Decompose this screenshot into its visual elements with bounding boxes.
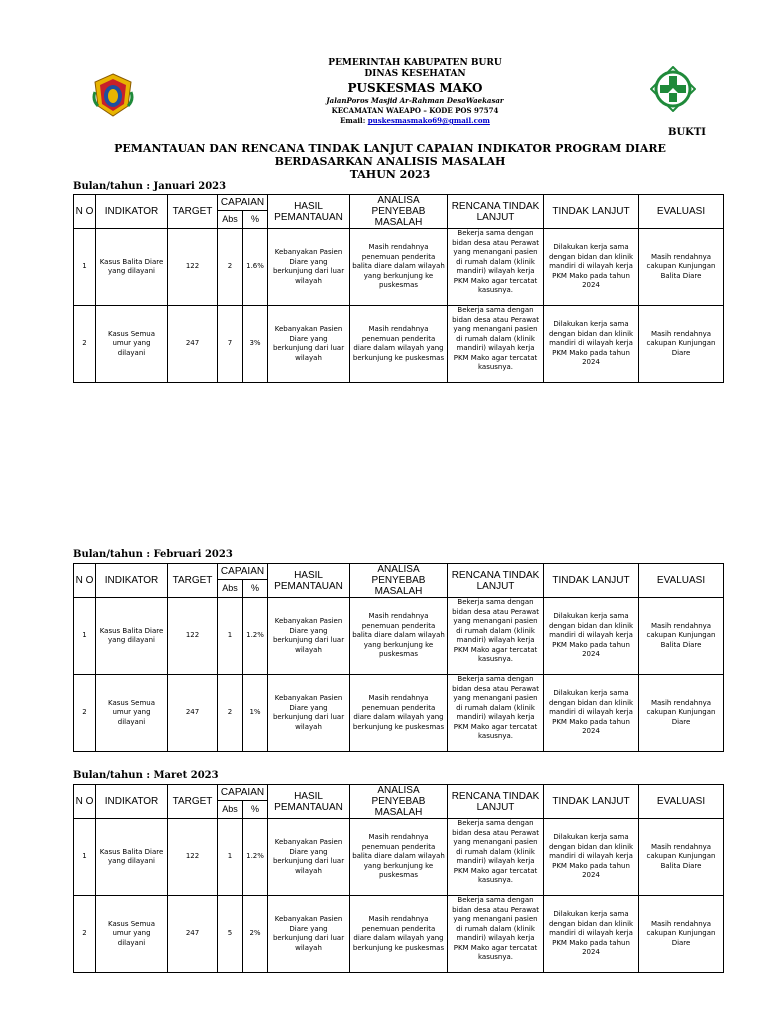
cell-tindak: Dilakukan kerja sama dengan bidan dan klinik mandiri di wilayah kerja PKM Mako pada tahun 2024: [544, 819, 639, 896]
letterhead: [0, 0, 768, 140]
col-header-indikator: INDIKATOR: [96, 785, 168, 819]
cell-hasil: Kebanyakan Pasien Diare yang berkunjung dari luar wilayah: [268, 819, 350, 896]
cell-abs: 2: [218, 675, 243, 752]
cell-rencana: Bekerja sama dengan bidan desa atau Perawat yang menangani pasien di rumah dalam (klinik mandiri) wilayah kerja PKM Mako agar tercatat kasusnya.: [448, 598, 544, 675]
cell-abs: 1: [218, 598, 243, 675]
col-header-indikator: INDIKATOR: [96, 195, 168, 229]
cell-pct: 1.6%: [243, 229, 268, 306]
cell-rencana: Bekerja sama dengan bidan desa atau Perawat yang menangani pasien di rumah dalam (klinik mandiri) wilayah kerja PKM Mako agar tercatat kasusnya.: [448, 306, 544, 383]
title-line-2: BERDASARKAN ANALISIS MASALAH: [274, 155, 506, 168]
document-title: [100, 142, 680, 181]
col-header-analisa: ANALISA PENYEBAB MASALAH: [350, 564, 448, 598]
report-table: [73, 194, 724, 383]
table-row: [74, 598, 724, 675]
letterhead-text: [290, 58, 540, 126]
cell-pct: 2%: [243, 896, 268, 973]
col-header-hasil: HASIL PEMANTAUAN: [268, 564, 350, 598]
cell-abs: 5: [218, 896, 243, 973]
cell-indikator: Kasus Balita Diare yang dilayani: [96, 598, 168, 675]
col-header-pct: %: [243, 211, 268, 229]
col-header-no: N O: [74, 195, 96, 229]
cell-evaluasi: Masih rendahnya cakupan Kunjungan Diare: [639, 306, 724, 383]
cell-analisa: Masih rendahnya penemuan penderita balita diare dalam wilayah yang berkunjung ke puskesmas: [350, 598, 448, 675]
cell-pct: 3%: [243, 306, 268, 383]
col-header-hasil: HASIL PEMANTAUAN: [268, 785, 350, 819]
header-line-1: PEMERINTAH KABUPATEN BURU: [328, 58, 502, 68]
health-cross-icon: [650, 66, 696, 112]
cell-indikator: Kasus Balita Diare yang dilayani: [96, 819, 168, 896]
col-header-hasil: HASIL PEMANTAUAN: [268, 195, 350, 229]
cell-analisa: Masih rendahnya penemuan penderita balita diare dalam wilayah yang berkunjung ke puskesmas: [350, 229, 448, 306]
cell-pct: 1%: [243, 675, 268, 752]
cell-target: 122: [168, 598, 218, 675]
cell-no: 2: [74, 675, 96, 752]
cell-target: 247: [168, 306, 218, 383]
cell-no: 2: [74, 896, 96, 973]
col-header-evaluasi: EVALUASI: [639, 195, 724, 229]
col-header-capaian: CAPAIAN: [218, 785, 268, 801]
cell-evaluasi: Masih rendahnya cakupan Kunjungan Diare: [639, 896, 724, 973]
regency-crest-icon: [92, 72, 134, 118]
cell-tindak: Dilakukan kerja sama dengan bidan dan klinik mandiri di wilayah kerja PKM Mako pada tahun 2024: [544, 675, 639, 752]
col-header-rencana: RENCANA TINDAK LANJUT: [448, 195, 544, 229]
col-header-tindak-lanjut: TINDAK LANJUT: [544, 785, 639, 819]
col-header-indikator: INDIKATOR: [96, 564, 168, 598]
cell-no: 1: [74, 229, 96, 306]
table-row: [74, 229, 724, 306]
cell-target: 122: [168, 819, 218, 896]
cell-indikator: Kasus Semua umur yang dilayani: [96, 896, 168, 973]
cell-target: 247: [168, 675, 218, 752]
section-label: Bulan/tahun : Januari 2023: [73, 181, 227, 192]
col-header-target: TARGET: [168, 195, 218, 229]
report-table: [73, 563, 724, 752]
title-line-3: TAHUN 2023: [349, 168, 431, 181]
col-header-abs: Abs: [218, 580, 243, 598]
cell-no: 2: [74, 306, 96, 383]
col-header-pct: %: [243, 801, 268, 819]
cell-hasil: Kebanyakan Pasien Diare yang berkunjung dari luar wilayah: [268, 598, 350, 675]
cell-analisa: Masih rendahnya penemuan penderita diare dalam wilayah yang berkunjung ke puskesmas: [350, 306, 448, 383]
cell-evaluasi: Masih rendahnya cakupan Kunjungan Balita Diare: [639, 229, 724, 306]
bukti-label: BUKTI: [668, 127, 706, 138]
header-email: [290, 116, 540, 126]
col-header-target: TARGET: [168, 564, 218, 598]
cell-hasil: Kebanyakan Pasien Diare yang berkunjung dari luar wilayah: [268, 229, 350, 306]
col-header-rencana: RENCANA TINDAK LANJUT: [448, 564, 544, 598]
cell-analisa: Masih rendahnya penemuan penderita diare dalam wilayah yang berkunjung ke puskesmas: [350, 896, 448, 973]
table-row: [74, 675, 724, 752]
cell-no: 1: [74, 819, 96, 896]
cell-evaluasi: Masih rendahnya cakupan Kunjungan Balita Diare: [639, 819, 724, 896]
cell-tindak: Dilakukan kerja sama dengan bidan dan klinik mandiri di wilayah kerja PKM Mako pada tahun 2024: [544, 306, 639, 383]
col-header-capaian: CAPAIAN: [218, 195, 268, 211]
cell-rencana: Bekerja sama dengan bidan desa atau Perawat yang menangani pasien di rumah dalam (klinik mandiri) wilayah kerja PKM Mako agar tercatat kasusnya.: [448, 675, 544, 752]
header-line-3: PUSKESMAS MAKO: [347, 81, 483, 95]
header-district: KECAMATAN WAEAPO – KODE POS 97574: [331, 106, 499, 115]
email-link[interactable]: puskesmasmako69@gmail.com: [367, 116, 490, 125]
cell-no: 1: [74, 598, 96, 675]
col-header-analisa: ANALISA PENYEBAB MASALAH: [350, 785, 448, 819]
table-row: [74, 306, 724, 383]
cell-target: 247: [168, 896, 218, 973]
email-label: Email:: [340, 116, 366, 125]
cell-rencana: Bekerja sama dengan bidan desa atau Perawat yang menangani pasien di rumah dalam (klinik mandiri) wilayah kerja PKM Mako agar tercatat kasusnya.: [448, 819, 544, 896]
cell-indikator: Kasus Semua umur yang dilayani: [96, 306, 168, 383]
cell-analisa: Masih rendahnya penemuan penderita diare dalam wilayah yang berkunjung ke puskesmas: [350, 675, 448, 752]
cell-abs: 1: [218, 819, 243, 896]
cell-indikator: Kasus Balita Diare yang dilayani: [96, 229, 168, 306]
cell-abs: 7: [218, 306, 243, 383]
cell-evaluasi: Masih rendahnya cakupan Kunjungan Diare: [639, 675, 724, 752]
section-label: Bulan/tahun : Februari 2023: [73, 549, 233, 560]
cell-tindak: Dilakukan kerja sama dengan bidan dan klinik mandiri di wilayah kerja PKM Mako pada tahun 2024: [544, 896, 639, 973]
cell-abs: 2: [218, 229, 243, 306]
col-header-analisa: ANALISA PENYEBAB MASALAH: [350, 195, 448, 229]
col-header-target: TARGET: [168, 785, 218, 819]
cell-rencana: Bekerja sama dengan bidan desa atau Perawat yang menangani pasien di rumah dalam (klinik mandiri) wilayah kerja PKM Mako agar tercatat kasusnya.: [448, 229, 544, 306]
title-line-1: PEMANTAUAN DAN RENCANA TINDAK LANJUT CAPAIAN INDIKATOR PROGRAM DIARE: [114, 142, 666, 155]
col-header-capaian: CAPAIAN: [218, 564, 268, 580]
cell-hasil: Kebanyakan Pasien Diare yang berkunjung dari luar wilayah: [268, 896, 350, 973]
col-header-no: N O: [74, 785, 96, 819]
col-header-rencana: RENCANA TINDAK LANJUT: [448, 785, 544, 819]
col-header-evaluasi: EVALUASI: [639, 785, 724, 819]
cell-target: 122: [168, 229, 218, 306]
col-header-no: N O: [74, 564, 96, 598]
cell-tindak: Dilakukan kerja sama dengan bidan dan klinik mandiri di wilayah kerja PKM Mako pada tahun 2024: [544, 598, 639, 675]
section-label: Bulan/tahun : Maret 2023: [73, 770, 219, 781]
cell-rencana: Bekerja sama dengan bidan desa atau Perawat yang menangani pasien di rumah dalam (klinik mandiri) wilayah kerja PKM Mako agar tercatat kasusnya.: [448, 896, 544, 973]
col-header-evaluasi: EVALUASI: [639, 564, 724, 598]
col-header-abs: Abs: [218, 211, 243, 229]
header-address: JalanPoros Masjid Ar-Rahman DesaWaekasar: [326, 96, 504, 105]
cell-tindak: Dilakukan kerja sama dengan bidan dan klinik mandiri di wilayah kerja PKM Mako pada tahun 2024: [544, 229, 639, 306]
cell-analisa: Masih rendahnya penemuan penderita balita diare dalam wilayah yang berkunjung ke puskesmas: [350, 819, 448, 896]
col-header-tindak-lanjut: TINDAK LANJUT: [544, 195, 639, 229]
cell-indikator: Kasus Semua umur yang dilayani: [96, 675, 168, 752]
table-row: [74, 896, 724, 973]
cell-hasil: Kebanyakan Pasien Diare yang berkunjung dari luar wilayah: [268, 675, 350, 752]
cell-pct: 1.2%: [243, 819, 268, 896]
cell-pct: 1.2%: [243, 598, 268, 675]
cell-hasil: Kebanyakan Pasien Diare yang berkunjung dari luar wilayah: [268, 306, 350, 383]
col-header-abs: Abs: [218, 801, 243, 819]
table-row: [74, 819, 724, 896]
report-table: [73, 784, 724, 973]
col-header-pct: %: [243, 580, 268, 598]
cell-evaluasi: Masih rendahnya cakupan Kunjungan Balita Diare: [639, 598, 724, 675]
header-line-2: DINAS KESEHATAN: [364, 69, 466, 79]
col-header-tindak-lanjut: TINDAK LANJUT: [544, 564, 639, 598]
